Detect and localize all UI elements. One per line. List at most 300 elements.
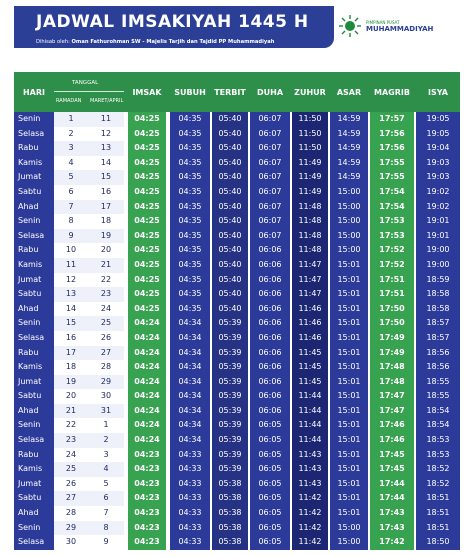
gregorian-date-cell: 12 (88, 127, 124, 142)
ramadan-date-cell: 30 (54, 535, 88, 550)
terbit-time-cell: 05:40 (212, 170, 248, 185)
asar-time-cell: 15:01 (330, 506, 368, 521)
col-zuhur: ZUHUR (294, 87, 326, 97)
asar-time-cell: 15:01 (330, 375, 368, 390)
imsak-time-cell: 04:23 (128, 477, 166, 492)
imsak-time-cell: 04:24 (128, 418, 166, 433)
magrib-time-cell: 17:51 (370, 273, 414, 288)
isya-time-cell: 18:59 (416, 273, 460, 288)
zuhur-time-cell: 11:43 (292, 462, 328, 477)
asar-time-cell: 15:01 (330, 331, 368, 346)
zuhur-time-cell: 11:42 (292, 535, 328, 550)
duha-time-cell: 06:05 (250, 535, 290, 550)
isya-time-cell: 19:02 (416, 185, 460, 200)
day-cell: Selasa (14, 229, 54, 244)
day-cell: Jumat (14, 170, 54, 185)
col-terbit: TERBIT (214, 87, 246, 97)
gregorian-date-cell: 9 (88, 535, 124, 550)
table-row (14, 316, 460, 331)
isya-time-cell: 19:00 (416, 258, 460, 273)
terbit-time-cell: 05:39 (212, 331, 248, 346)
table-row (14, 273, 460, 288)
col-imsak: IMSAK (132, 87, 162, 97)
subuh-time-cell: 04:35 (170, 127, 210, 142)
asar-time-cell: 15:01 (330, 404, 368, 419)
zuhur-time-cell: 11:48 (292, 214, 328, 229)
isya-time-cell: 18:54 (416, 418, 460, 433)
zuhur-time-cell: 11:47 (292, 287, 328, 302)
table-row (14, 331, 460, 346)
imsak-time-cell: 04:25 (128, 273, 166, 288)
zuhur-time-cell: 11:42 (292, 521, 328, 536)
zuhur-time-cell: 11:44 (292, 433, 328, 448)
page-subtitle (36, 39, 274, 45)
duha-time-cell: 06:07 (250, 141, 290, 156)
zuhur-time-cell: 11:46 (292, 331, 328, 346)
isya-time-cell: 18:58 (416, 287, 460, 302)
magrib-time-cell: 17:50 (370, 316, 414, 331)
terbit-time-cell: 05:40 (212, 258, 248, 273)
ramadan-date-cell: 7 (54, 200, 88, 215)
isya-time-cell: 19:05 (416, 127, 460, 142)
col-maret-april: MARET/APRIL (90, 98, 124, 104)
gregorian-date-cell: 25 (88, 316, 124, 331)
magrib-time-cell: 17:53 (370, 214, 414, 229)
ramadan-date-cell: 20 (54, 389, 88, 404)
zuhur-time-cell: 11:46 (292, 316, 328, 331)
asar-time-cell: 15:01 (330, 448, 368, 463)
table-row (14, 360, 460, 375)
sun-emblem-icon (338, 14, 362, 38)
ramadan-date-cell: 24 (54, 448, 88, 463)
table-row (14, 418, 460, 433)
schedule-table (14, 72, 460, 550)
duha-time-cell: 06:06 (250, 258, 290, 273)
asar-time-cell: 15:00 (330, 185, 368, 200)
day-cell: Sabtu (14, 287, 54, 302)
terbit-time-cell: 05:39 (212, 433, 248, 448)
duha-time-cell: 06:05 (250, 506, 290, 521)
zuhur-time-cell: 11:44 (292, 418, 328, 433)
gregorian-date-cell: 7 (88, 506, 124, 521)
duha-time-cell: 06:06 (250, 331, 290, 346)
subuh-time-cell: 04:33 (170, 521, 210, 536)
ramadan-date-cell: 23 (54, 433, 88, 448)
gregorian-date-cell: 29 (88, 375, 124, 390)
day-cell: Jumat (14, 375, 54, 390)
duha-time-cell: 06:05 (250, 477, 290, 492)
imsak-time-cell: 04:25 (128, 287, 166, 302)
subuh-time-cell: 04:35 (170, 243, 210, 258)
muhammadiyah-logo (336, 12, 466, 46)
imsak-time-cell: 04:25 (128, 112, 166, 127)
page-title: JADWAL IMSAKIYAH 1445 H (36, 12, 309, 32)
table-row (14, 433, 460, 448)
duha-time-cell: 06:05 (250, 462, 290, 477)
zuhur-time-cell: 11:48 (292, 200, 328, 215)
asar-time-cell: 15:01 (330, 389, 368, 404)
subuh-time-cell: 04:33 (170, 506, 210, 521)
ramadan-date-cell: 28 (54, 506, 88, 521)
gregorian-date-cell: 8 (88, 521, 124, 536)
table-row (14, 243, 460, 258)
terbit-time-cell: 05:38 (212, 491, 248, 506)
day-cell: Ahad (14, 506, 54, 521)
asar-time-cell: 15:01 (330, 491, 368, 506)
ramadan-date-cell: 2 (54, 127, 88, 142)
logo-line-2: MUHAMMADIYAH (366, 25, 434, 33)
tanggal-divider (54, 91, 124, 92)
ramadan-date-cell: 8 (54, 214, 88, 229)
isya-time-cell: 18:54 (416, 404, 460, 419)
terbit-time-cell: 05:40 (212, 185, 248, 200)
magrib-time-cell: 17:45 (370, 448, 414, 463)
gregorian-date-cell: 3 (88, 448, 124, 463)
zuhur-time-cell: 11:50 (292, 141, 328, 156)
terbit-time-cell: 05:39 (212, 316, 248, 331)
imsak-time-cell: 04:25 (128, 170, 166, 185)
asar-time-cell: 15:01 (330, 418, 368, 433)
duha-time-cell: 06:06 (250, 273, 290, 288)
day-cell: Ahad (14, 200, 54, 215)
asar-time-cell: 15:01 (330, 477, 368, 492)
asar-time-cell: 15:00 (330, 214, 368, 229)
asar-time-cell: 15:01 (330, 462, 368, 477)
asar-time-cell: 15:01 (330, 346, 368, 361)
day-cell: Senin (14, 214, 54, 229)
subuh-time-cell: 04:33 (170, 462, 210, 477)
gregorian-date-cell: 24 (88, 302, 124, 317)
ramadan-date-cell: 9 (54, 229, 88, 244)
day-cell: Kamis (14, 462, 54, 477)
duha-time-cell: 06:07 (250, 112, 290, 127)
subuh-time-cell: 04:34 (170, 389, 210, 404)
magrib-time-cell: 17:51 (370, 287, 414, 302)
imsak-time-cell: 04:25 (128, 243, 166, 258)
col-isya: ISYA (428, 87, 448, 97)
terbit-time-cell: 05:40 (212, 156, 248, 171)
ramadan-date-cell: 15 (54, 316, 88, 331)
duha-time-cell: 06:06 (250, 346, 290, 361)
isya-time-cell: 18:53 (416, 448, 460, 463)
asar-time-cell: 15:01 (330, 273, 368, 288)
imsak-time-cell: 04:25 (128, 214, 166, 229)
terbit-time-cell: 05:40 (212, 214, 248, 229)
ramadan-date-cell: 13 (54, 287, 88, 302)
isya-time-cell: 18:51 (416, 491, 460, 506)
table-row (14, 404, 460, 419)
terbit-time-cell: 05:39 (212, 404, 248, 419)
duha-time-cell: 06:07 (250, 229, 290, 244)
ramadan-date-cell: 11 (54, 258, 88, 273)
day-cell: Rabu (14, 243, 54, 258)
imsak-time-cell: 04:23 (128, 535, 166, 550)
terbit-time-cell: 05:40 (212, 229, 248, 244)
subtitle-prefix: Dihisab oleh: (36, 39, 70, 45)
zuhur-time-cell: 11:46 (292, 302, 328, 317)
ramadan-date-cell: 3 (54, 141, 88, 156)
magrib-time-cell: 17:46 (370, 433, 414, 448)
gregorian-date-cell: 15 (88, 170, 124, 185)
duha-time-cell: 06:05 (250, 433, 290, 448)
magrib-time-cell: 17:45 (370, 462, 414, 477)
table-row (14, 477, 460, 492)
subuh-time-cell: 04:35 (170, 200, 210, 215)
magrib-time-cell: 17:47 (370, 389, 414, 404)
isya-time-cell: 19:01 (416, 229, 460, 244)
subuh-time-cell: 04:35 (170, 258, 210, 273)
magrib-time-cell: 17:54 (370, 185, 414, 200)
asar-time-cell: 15:01 (330, 316, 368, 331)
imsak-time-cell: 04:24 (128, 346, 166, 361)
asar-time-cell: 15:01 (330, 302, 368, 317)
isya-time-cell: 18:56 (416, 360, 460, 375)
subuh-time-cell: 04:34 (170, 346, 210, 361)
magrib-time-cell: 17:55 (370, 156, 414, 171)
isya-time-cell: 18:52 (416, 462, 460, 477)
terbit-time-cell: 05:39 (212, 375, 248, 390)
zuhur-time-cell: 11:45 (292, 360, 328, 375)
isya-time-cell: 19:04 (416, 141, 460, 156)
subuh-time-cell: 04:33 (170, 448, 210, 463)
magrib-time-cell: 17:49 (370, 331, 414, 346)
zuhur-time-cell: 11:43 (292, 477, 328, 492)
magrib-time-cell: 17:49 (370, 346, 414, 361)
magrib-time-cell: 17:44 (370, 477, 414, 492)
ramadan-date-cell: 4 (54, 156, 88, 171)
subuh-time-cell: 04:34 (170, 418, 210, 433)
terbit-time-cell: 05:38 (212, 535, 248, 550)
isya-time-cell: 18:56 (416, 346, 460, 361)
duha-time-cell: 06:06 (250, 316, 290, 331)
imsak-time-cell: 04:23 (128, 448, 166, 463)
imsak-time-cell: 04:25 (128, 200, 166, 215)
zuhur-time-cell: 11:43 (292, 448, 328, 463)
table-row (14, 302, 460, 317)
subuh-time-cell: 04:34 (170, 316, 210, 331)
ramadan-date-cell: 12 (54, 273, 88, 288)
gregorian-date-cell: 31 (88, 404, 124, 419)
subuh-time-cell: 04:33 (170, 535, 210, 550)
imsak-time-cell: 04:23 (128, 521, 166, 536)
table-row (14, 491, 460, 506)
imsak-time-cell: 04:24 (128, 360, 166, 375)
magrib-time-cell: 17:44 (370, 491, 414, 506)
day-cell: Rabu (14, 448, 54, 463)
day-cell: Sabtu (14, 389, 54, 404)
table-row (14, 214, 460, 229)
zuhur-time-cell: 11:47 (292, 273, 328, 288)
asar-time-cell: 15:00 (330, 200, 368, 215)
imsak-time-cell: 04:24 (128, 389, 166, 404)
isya-time-cell: 19:02 (416, 200, 460, 215)
day-cell: Jumat (14, 273, 54, 288)
subuh-time-cell: 04:34 (170, 433, 210, 448)
terbit-time-cell: 05:39 (212, 418, 248, 433)
table-row (14, 346, 460, 361)
asar-time-cell: 15:00 (330, 521, 368, 536)
imsak-time-cell: 04:25 (128, 156, 166, 171)
terbit-time-cell: 05:38 (212, 506, 248, 521)
asar-time-cell: 14:59 (330, 141, 368, 156)
isya-time-cell: 19:00 (416, 243, 460, 258)
day-cell: Rabu (14, 141, 54, 156)
magrib-time-cell: 17:53 (370, 229, 414, 244)
magrib-time-cell: 17:55 (370, 170, 414, 185)
imsak-time-cell: 04:23 (128, 506, 166, 521)
zuhur-time-cell: 11:47 (292, 258, 328, 273)
asar-time-cell: 15:01 (330, 433, 368, 448)
subuh-time-cell: 04:34 (170, 404, 210, 419)
duha-time-cell: 06:06 (250, 243, 290, 258)
zuhur-time-cell: 11:48 (292, 229, 328, 244)
magrib-time-cell: 17:54 (370, 200, 414, 215)
isya-time-cell: 18:51 (416, 506, 460, 521)
day-cell: Selasa (14, 433, 54, 448)
day-cell: Senin (14, 418, 54, 433)
imsak-time-cell: 04:24 (128, 433, 166, 448)
col-asar: ASAR (336, 87, 362, 97)
table-row (14, 448, 460, 463)
duha-time-cell: 06:06 (250, 389, 290, 404)
subuh-time-cell: 04:34 (170, 331, 210, 346)
zuhur-time-cell: 11:42 (292, 491, 328, 506)
ramadan-date-cell: 5 (54, 170, 88, 185)
gregorian-date-cell: 27 (88, 346, 124, 361)
subuh-time-cell: 04:35 (170, 170, 210, 185)
isya-time-cell: 18:53 (416, 433, 460, 448)
duha-time-cell: 06:06 (250, 404, 290, 419)
ramadan-date-cell: 18 (54, 360, 88, 375)
day-cell: Selasa (14, 535, 54, 550)
col-magrib: MAGRIB (374, 87, 410, 97)
col-duha: DUHA (256, 87, 284, 97)
terbit-time-cell: 05:40 (212, 127, 248, 142)
day-cell: Kamis (14, 156, 54, 171)
gregorian-date-cell: 14 (88, 156, 124, 171)
day-cell: Senin (14, 521, 54, 536)
asar-time-cell: 15:01 (330, 287, 368, 302)
magrib-time-cell: 17:57 (370, 112, 414, 127)
ramadan-date-cell: 27 (54, 491, 88, 506)
terbit-time-cell: 05:39 (212, 389, 248, 404)
subuh-time-cell: 04:35 (170, 112, 210, 127)
magrib-time-cell: 17:46 (370, 418, 414, 433)
table-row (14, 185, 460, 200)
terbit-time-cell: 05:39 (212, 448, 248, 463)
terbit-time-cell: 05:39 (212, 346, 248, 361)
zuhur-time-cell: 11:45 (292, 346, 328, 361)
asar-time-cell: 14:59 (330, 156, 368, 171)
gregorian-date-cell: 4 (88, 462, 124, 477)
zuhur-time-cell: 11:45 (292, 375, 328, 390)
gregorian-date-cell: 28 (88, 360, 124, 375)
gregorian-date-cell: 21 (88, 258, 124, 273)
terbit-time-cell: 05:39 (212, 360, 248, 375)
asar-time-cell: 15:01 (330, 360, 368, 375)
isya-time-cell: 18:52 (416, 477, 460, 492)
magrib-time-cell: 17:56 (370, 127, 414, 142)
table-row (14, 287, 460, 302)
magrib-time-cell: 17:48 (370, 360, 414, 375)
duha-time-cell: 06:07 (250, 156, 290, 171)
subuh-time-cell: 04:35 (170, 156, 210, 171)
duha-time-cell: 06:07 (250, 170, 290, 185)
col-subuh: SUBUH (174, 87, 206, 97)
subuh-time-cell: 04:35 (170, 273, 210, 288)
terbit-time-cell: 05:40 (212, 243, 248, 258)
duha-time-cell: 06:06 (250, 302, 290, 317)
imsak-time-cell: 04:24 (128, 331, 166, 346)
gregorian-date-cell: 17 (88, 200, 124, 215)
col-tanggal: TANGGAL (72, 80, 99, 86)
magrib-time-cell: 17:52 (370, 258, 414, 273)
ramadan-date-cell: 21 (54, 404, 88, 419)
subtitle-authors: Oman Fathurohman SW - Majelis Tarjih dan Tajdid PP Muhammadiyah (71, 39, 275, 45)
table-row (14, 112, 460, 127)
terbit-time-cell: 05:38 (212, 477, 248, 492)
gregorian-date-cell: 20 (88, 243, 124, 258)
subuh-time-cell: 04:35 (170, 214, 210, 229)
day-cell: Sabtu (14, 491, 54, 506)
logo-line-1: PIMPINAN PUSAT (366, 20, 400, 25)
gregorian-date-cell: 23 (88, 287, 124, 302)
magrib-time-cell: 17:47 (370, 404, 414, 419)
ramadan-date-cell: 10 (54, 243, 88, 258)
imsak-time-cell: 04:25 (128, 302, 166, 317)
magrib-time-cell: 17:56 (370, 141, 414, 156)
ramadan-date-cell: 29 (54, 521, 88, 536)
duha-time-cell: 06:07 (250, 200, 290, 215)
gregorian-date-cell: 30 (88, 389, 124, 404)
table-row (14, 127, 460, 142)
table-body (14, 112, 460, 550)
magrib-time-cell: 17:50 (370, 302, 414, 317)
table-row (14, 375, 460, 390)
day-cell: Selasa (14, 331, 54, 346)
magrib-time-cell: 17:52 (370, 243, 414, 258)
isya-time-cell: 19:03 (416, 156, 460, 171)
table-row (14, 229, 460, 244)
duha-time-cell: 06:06 (250, 287, 290, 302)
day-cell: Ahad (14, 302, 54, 317)
table-row (14, 156, 460, 171)
zuhur-time-cell: 11:44 (292, 389, 328, 404)
isya-time-cell: 19:05 (416, 112, 460, 127)
ramadan-date-cell: 22 (54, 418, 88, 433)
ramadan-date-cell: 26 (54, 477, 88, 492)
day-cell: Sabtu (14, 185, 54, 200)
zuhur-time-cell: 11:44 (292, 404, 328, 419)
asar-time-cell: 14:59 (330, 112, 368, 127)
table-row (14, 535, 460, 550)
duha-time-cell: 06:07 (250, 127, 290, 142)
gregorian-date-cell: 2 (88, 433, 124, 448)
day-cell: Senin (14, 316, 54, 331)
terbit-time-cell: 05:40 (212, 287, 248, 302)
gregorian-date-cell: 11 (88, 112, 124, 127)
ramadan-date-cell: 17 (54, 346, 88, 361)
ramadan-date-cell: 25 (54, 462, 88, 477)
imsak-time-cell: 04:24 (128, 375, 166, 390)
day-cell: Jumat (14, 477, 54, 492)
gregorian-date-cell: 5 (88, 477, 124, 492)
gregorian-date-cell: 13 (88, 141, 124, 156)
duha-time-cell: 06:05 (250, 521, 290, 536)
terbit-time-cell: 05:40 (212, 141, 248, 156)
day-cell: Senin (14, 112, 54, 127)
subuh-time-cell: 04:35 (170, 287, 210, 302)
